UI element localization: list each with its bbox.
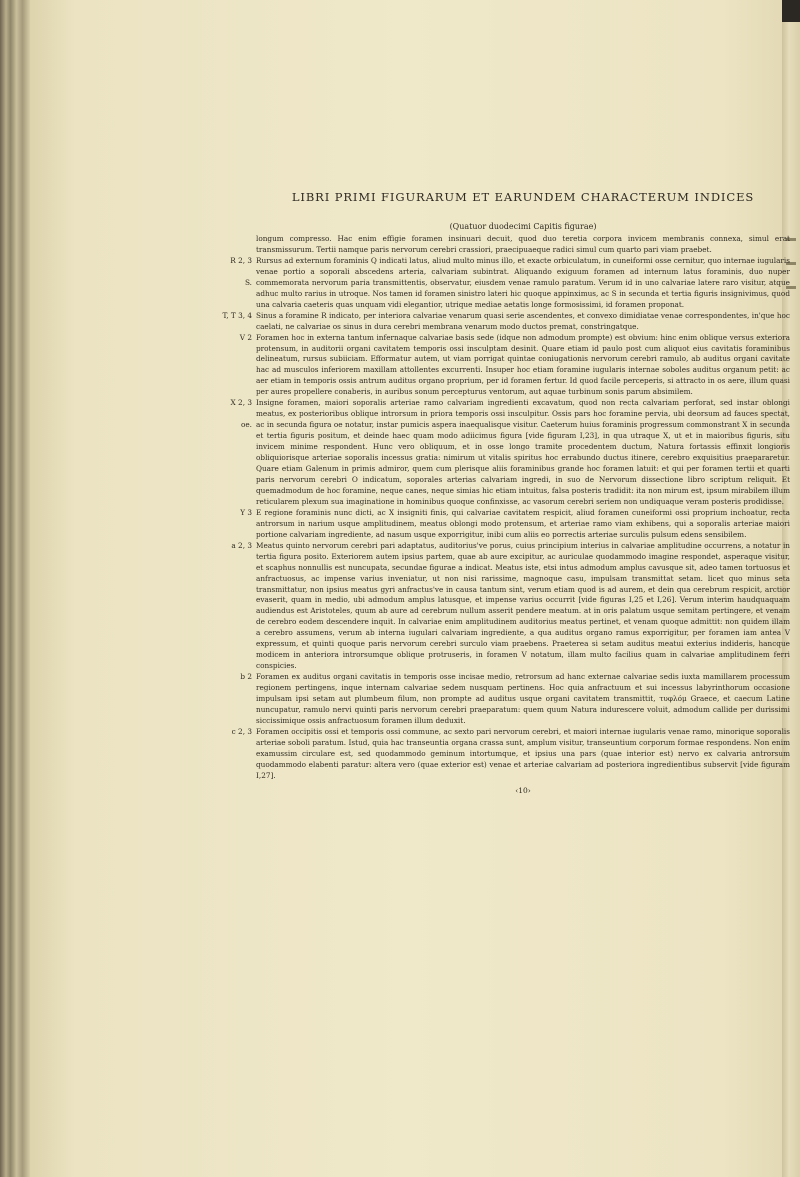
index-entry — [240, 507, 790, 541]
entry-list — [222, 234, 790, 782]
entry-text: longum compresso. Hac enim effigie foramen insinuari decuit, quod duo teretia corpora invicem membranis connexa, simul erat transmissurum. Tertii namque paris nervorum cerebri crassiori, praecipuaeque radici simul cum quarto pari viam praebet. — [256, 234, 790, 254]
index-entry — [222, 310, 790, 333]
figure-reference-label: X 2, 3 — [230, 398, 252, 408]
page-title: LIBRI PRIMI FIGURARUM ET EARUNDEM CHARACTERUM INDICES — [291, 190, 755, 204]
figure-reference-label: R 2, 3 — [230, 255, 252, 265]
entry-text: Rursus ad externum foraminis Q indicati latus, aliud multo minus illo, et exacte orbiculatum, in cuneiformi osse cernitur, quo internae iugularis venae portio a soporali abscedens arteria, calvariam subintrat. Aliquando exiguum foramen ad internum latus foraminis, duo nuper commemorata nervorum paria transmittentis, observatur, eiusdem venae ramulo paratum. Verum id in uno calvariae latere raro visitur, atque adhuc multo rarius in utroque. Nos tamen id foramen sinistro lateri hic quoque appinximus, ac S in secunda et tertia figuris insignivimus, quod una calvaria caeteris quas unquam vidi elegantior, utrique mediae aetatis longe formosissimi, id foramen proponat. — [256, 255, 790, 309]
index-entry — [231, 726, 790, 782]
entry-text: Foramen occipitis ossi et temporis ossi commune, ac sexto pari nervorum cerebri, et maiori internae iugularis venae ramo, minorique soporalis arteriae soboli paratum. Istud, quia hac transeuntia organa crassa sunt, amplum visitur, transeuntium corporum formae respondens. Non enim examussim circulare est, sed quodammodo geminum intortumque, et ipsius una pars (quae interior est) nervo ex calvaria antrorsum quodammodo elabenti paratur: altera vero (quae exterior est) venae et arteriae calvariam ad posteriora ingredientibus subservit [vide figuram I,27]. — [256, 726, 790, 780]
figure-reference-label: c 2, 3 — [231, 726, 252, 736]
entry-text: Foramen ex auditus organi cavitatis in temporis osse incisae medio, retrorsum ad hanc externae calvariae sedis iuxta mamillarem processum regionem pertingens, inque internam calvariae sedem nusquam pertinens. Hoc quia anfractuum et sui incessus labyrinthorum occasione impulsam ipsi setam aut plumbeum filum, non prompte ad auditus usque organi cavitatem transmittit, τυφλόμ Graece, et caecum Latine nuncupatur, ramulo nervi quinti paris nervorum cerebri praeparatum: quem quum Natura indurescere voluit, admodum callide per durissimi siccissimique ossis anfractuosum foramen illum deduxit. — [256, 672, 790, 725]
page-number: ‹10› — [515, 785, 531, 795]
entry-text: Sinus a foramine R indicato, per interiora calvariae venarum quasi serie ascendentes, et convexo dimidiatae venae correspondentes, in'que hoc caelati, ne calvariae os sinus in dura cerebri membrana venarum modo ductos premat, constringatque. — [256, 310, 790, 331]
figure-reference-label: V 2 — [239, 332, 252, 342]
book-spine — [0, 0, 30, 1177]
index-entry — [239, 332, 790, 399]
entry-text: Meatus quinto nervorum cerebri pari adaptatus, auditorius've porus, cuius principium interius in calvariae amplitudine occurrens, a notatur in tertia figura posito. Exteriorem autem ipsius partem, quae ab aure excipitur, ac auriculae quodammodo imagine respondet, asperaque visitur, et scaphus nonnullis est nuncupata, secundae figurae a indicat. Meatus iste, etsi intus admodum amplus cavusque sit, adeo tamen tortuosus et anfractuosus, ac impense varius inveniatur, ut non nisi rarissime, magnoque casu, impulsam transmittat setam. licet quo minus seta transmittatur, non ipsius meatus gyri anfractus've in causa tantum sint, verum etiam quod is ad aurem, et dein qua cerebrum respicit, arctior evaserit, quam in medio, ubi admodum amplus latusque, et impense varius occurrit [vide figuras I,25 et I,26]. Verum interim haudquaquam audiendus est Aristoteles, quum ab aure ad cerebrum nullum asserit pendere meatum. at in oris palatum usque semitam pertingere, et venam de cerebro eodem descendere inquit. In calvariae enim amplitudinem auditorius meatus pertinet, et venam quoque admittit: non quidem illam a cerebro assumens, verum ab interna iugulari calvariam ingrediente, a qua auditus organo ramus exporrigitur, per foramen iam antea V expressum, et quinti quoque paris nervorum cerebri surculo viam praebens. Praeterea si setam auditus meatui exterius indideris, hancque modicem in anteriora introrsumque oblique protruseris, in foramen V notatum, illam multo facilius quam in calvariae amplitudinem ferri conspicies. — [256, 540, 790, 671]
entry-text: Insigne foramen, maiori soporalis arteriae ramo calvariam ingredienti excavatum, quod non recta calvariam perforat, sed instar oblongi meatus, ex posterioribus oblique introrsum in priora temporis ossi insculpitur. Ossis pars hoc foramine pervia, ubi deorsum ad fauces spectat, ac in secunda figura oe notatur, instar pumicis aspera inaequalisque visitur. Caeterum huius foraminis progressum commonstrant X in secunda et tertia figuris positum, et deinde haec quam modo adiicimus figura [vide figuram I,23], in qua utraque X, ut et in maioribus figuris, situ invicem minime respondent. Hunc vero obliquum, et in osse longo tramite procedentem ductum, Natura fortassis effinxit longioris obliquiorisque arteriae soporalis incessus gratia: nimirum ut vitalis spiritus hoc errabundo ductus itinere, cerebro exquisitius praepararetur. Quare etiam Galenum in primis admiror, quem cum plerisque aliis foraminibus grande hoc foramen latuit: et qui per foramen tertii et quarti paris nervorum cerebri O indicatum, soporales arterias calvariam ingredi, in suo de Nervorum dissectione libro scriptum reliquit. Et quemadmodum de hoc foramine, neque canes, neque simias hic etiam intuitus, falsa posteris tradidit: ita non mirum est, ipsum mirabilem illum reticularem plexum sua imaginatione in hominibus quoque confinxisse, ac vasorum cerebri seriem non undiquaque veram posteris prodidisse. — [256, 398, 790, 506]
secondary-reference-label: oe. — [240, 420, 252, 430]
figure-reference-label: a 2, 3 — [231, 540, 252, 550]
index-entry — [231, 540, 790, 672]
index-entry — [240, 672, 790, 727]
entry-text: E regione foraminis nunc dicti, ac X insigniti finis, qui calvariae cavitatem respicit, aliud foramen cuneiformi ossi proprium inchoatur, recta antrorsum in narium usque amplitudinem, meatus oblongi modo protensum, et arteriae ramo viam exhibens, qui a soporalis arteriae maiori portione calvariam ingrediente, ad nasum usque exporrigitur, inibi cum aliis eo porrectis arteriae surculis pulsum edens sensibilem. — [256, 507, 790, 539]
figure-reference-label: T, T 3, 4 — [222, 310, 252, 320]
secondary-reference-label: S. — [244, 277, 252, 287]
index-entry — [256, 234, 790, 256]
section-subtitle: (Quatuor duodecimi Capitis figurae) — [449, 222, 597, 231]
index-entry — [230, 255, 790, 311]
figure-reference-label: Y 3 — [240, 507, 252, 517]
figure-reference-label: b 2 — [240, 672, 252, 682]
text-block — [222, 190, 790, 1140]
entry-text: Foramen hoc in externa tantum infernaque calvariae basis sede (idque non admodum prompte) est obvium: hinc enim oblique versus exteriora protensum, in auditorii organi cavitatem temporis ossi insculptam desinit. Quare etiam id paulo post cum aliquot eius cavitatis foraminibus delineatum, rursus subiiciam. Efformatur autem, ut viam porrigat quintae coniugationis nervorum cerebri ramulo, ab auditus organi cavitate hac ad musculos inferiorem maxillam attollentes excurrenti. Insuper hoc etiam foramine iugularis internae soboles auditus organum petit: ac aer etiam in temporis ossis antrum auditus organo proprium, per id foramen fertur. Id quod facile perceperis, si attracto in os aere, illum quasi per aures propellere conaberis, in auribus sonum percepturus ventorum, aut aquae turbinum sonis parum absimilem. — [256, 332, 790, 397]
index-entry — [230, 398, 790, 508]
